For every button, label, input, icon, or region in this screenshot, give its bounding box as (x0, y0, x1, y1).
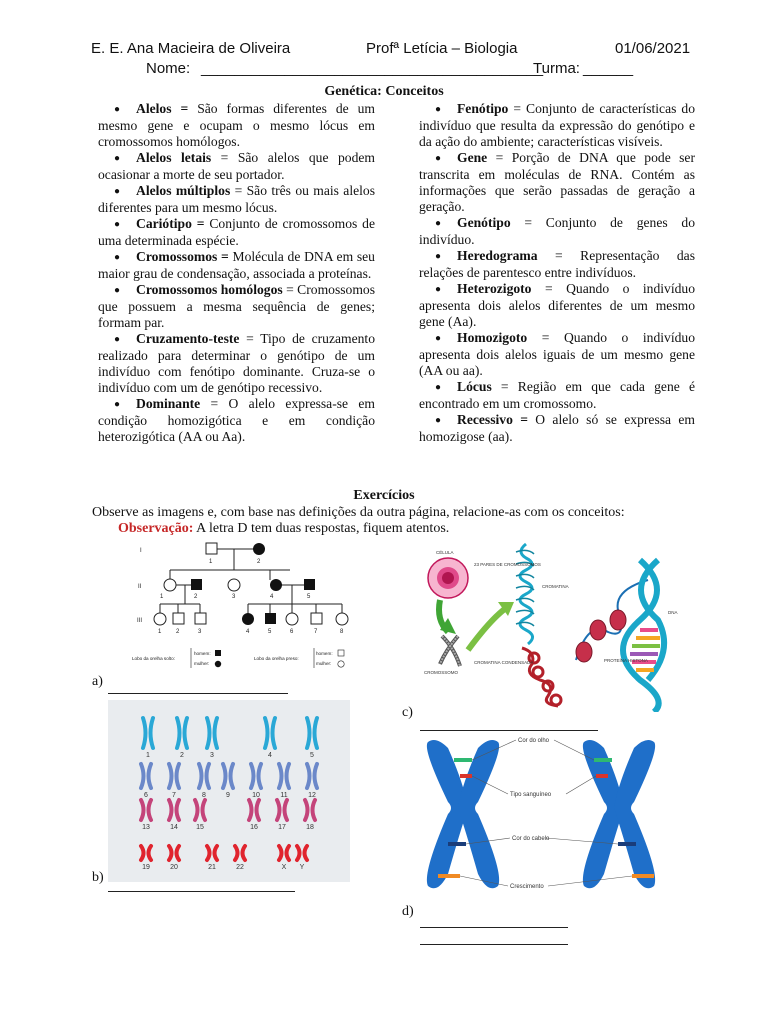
pedigree-female-III8 (336, 613, 348, 625)
karyotype-number: 21 (208, 864, 216, 871)
karyotype-number: Y (299, 864, 305, 871)
label-cor-cabelo: Cor do cabelo (512, 836, 550, 842)
label-cromatina: CROMATINA (542, 584, 569, 589)
num-III8: 8 (340, 629, 344, 635)
label-crescimento: Crescimento (510, 884, 544, 890)
karyotype-number: 5 (310, 752, 314, 759)
karyotype-number: 11 (280, 792, 288, 799)
num-II5: 5 (307, 594, 311, 600)
label-tipo-sanguineo: Tipo sanguíneo (510, 792, 552, 798)
chromosome-gene-figure (418, 734, 674, 896)
bullet-icon: ● (434, 104, 442, 115)
karyotype-number: 17 (278, 824, 286, 831)
num-III3: 3 (198, 629, 202, 635)
concept-right-item (419, 101, 695, 150)
answer-c-line[interactable] (420, 730, 598, 731)
num-III2: 2 (176, 629, 180, 635)
concept-term: Cariótipo = (136, 216, 205, 231)
gen-label-III: III (137, 618, 143, 624)
bullet-icon: ● (113, 334, 121, 345)
concepts-left-column (98, 101, 375, 445)
karyotype-number: 8 (202, 792, 206, 799)
karyotype-number: 1 (146, 752, 150, 759)
karyotype-number: 19 (142, 864, 150, 871)
num-II1: 1 (160, 594, 164, 600)
karyotype-number: 14 (170, 824, 178, 831)
legend-loose-lobe: Lobo da orelha solto: (132, 656, 175, 661)
observation-text: A letra D tem duas respostas, fiquem atentos. (193, 521, 450, 536)
concept-term: Gene (457, 150, 488, 165)
label-cromatina-condensada: CROMATINA CONDENSADA (474, 660, 534, 665)
concept-term: Heredograma (457, 248, 538, 263)
concept-right-item (419, 281, 695, 330)
concept-left-item (98, 101, 375, 150)
bullet-icon: ● (113, 219, 121, 230)
num-I1: 1 (209, 559, 213, 565)
bullet-icon: ● (113, 399, 121, 410)
karyotype-number: 2 (180, 752, 184, 759)
karyotype-number: 16 (250, 824, 258, 831)
pedigree-male-II2 (191, 579, 202, 590)
concept-left-item (98, 150, 375, 183)
dna-condensation-figure (418, 540, 680, 712)
label-pares: 23 PARES DE CROMOSSOMOS (474, 562, 541, 567)
concept-term: Alelos letais (136, 150, 212, 165)
answer-b-line[interactable] (108, 891, 295, 892)
num-III1: 1 (158, 629, 162, 635)
concepts-right-column (419, 101, 695, 445)
class-blank[interactable]: ______ (583, 60, 634, 77)
answer-d-line-2[interactable] (420, 944, 568, 945)
bullet-icon: ● (434, 415, 442, 426)
concept-left-item (98, 282, 375, 331)
concept-definition: = Cromossomos que possuem a mesma sequência de genes; formam par. (98, 282, 375, 330)
karyotype-figure (108, 700, 350, 882)
bullet-icon: ● (434, 251, 442, 262)
legend-attached-lobe: Lobo da orelha preso: (254, 656, 299, 661)
num-II2: 2 (194, 594, 198, 600)
karyotype-number: 15 (196, 824, 204, 831)
concept-definition: = Quando o indivíduo apresenta dois alelos iguais de um mesmo gene (AA ou aa). (419, 330, 695, 378)
karyotype-number: 3 (210, 752, 214, 759)
gen-label-II: II (138, 584, 142, 590)
pedigree-female-III1 (154, 613, 166, 625)
karyotype-number: 20 (170, 864, 178, 871)
concept-term: Lócus (457, 379, 492, 394)
legend-homem-2: homem: (316, 651, 333, 656)
num-III6: 6 (290, 629, 294, 635)
concept-left-item (98, 396, 375, 445)
num-I2: 2 (257, 559, 261, 565)
num-II3: 3 (232, 594, 236, 600)
concept-left-item (98, 249, 375, 282)
bullet-icon: ● (113, 186, 121, 197)
concept-term: Cromossomos homólogos (136, 282, 283, 297)
observation-label: Observação: (118, 521, 194, 536)
concept-term: Cruzamento-teste (136, 331, 240, 346)
label-cor-olho: Cor do olho (518, 738, 550, 744)
pedigree-female-II4 (270, 579, 282, 591)
exercises-title: Exercícios (353, 488, 415, 503)
pedigree-female-III4 (242, 613, 254, 625)
name-blank[interactable]: _________________________________________ (201, 60, 544, 77)
karyotype-number: 12 (308, 792, 316, 799)
page-title: Genética: Conceitos (324, 84, 444, 99)
concept-term: Heterozigoto (457, 281, 532, 296)
concept-definition: = Conjunto de genes do indivíduo. (419, 215, 695, 247)
concept-definition: = Conjunto de características do indivíduo que resulta da expressão do genótipo e da ação do ambiente; características visíveis. (419, 101, 695, 149)
pedigree-male-III7 (311, 613, 322, 624)
label-dna: DNA (668, 610, 678, 615)
karyotype-number: 9 (226, 792, 230, 799)
karyotype-number: 10 (252, 792, 260, 799)
teacher-subject: Profª Letícia – Biologia (366, 40, 518, 57)
concept-term: Cromossomos = (136, 249, 229, 264)
name-label: Nome: (146, 60, 191, 77)
bullet-icon: ● (113, 153, 121, 164)
label-celula: CÉLULA (436, 550, 454, 555)
num-III5: 5 (268, 629, 272, 635)
bullet-icon: ● (113, 252, 121, 263)
karyotype-number: 7 (172, 792, 176, 799)
concept-definition: Conjunto de cromossomos de uma determinada espécie. (98, 216, 375, 248)
num-III7: 7 (314, 629, 318, 635)
pedigree-female-I2 (253, 543, 265, 555)
pedigree-female-II3 (228, 579, 240, 591)
bullet-icon: ● (434, 382, 442, 393)
label-cromossomo: CROMOSSOMO (424, 670, 459, 675)
concept-term: Alelos = (136, 101, 189, 116)
karyotype-number: 6 (144, 792, 148, 799)
legend-homem-1: homem: (194, 651, 211, 656)
concept-definition: = Representação das relações de parentesco entre indivíduos. (419, 248, 695, 280)
bullet-icon: ● (434, 218, 442, 229)
concept-definition: São formas diferentes de um mesmo gene e ocupam o mesmo lócus em cromossomos homólogos. (98, 101, 375, 149)
answer-a-line[interactable] (108, 693, 288, 694)
pedigree-female-II1 (164, 579, 176, 591)
pedigree-female-III6 (286, 613, 298, 625)
legend-mulher-1: mulher: (194, 661, 210, 666)
concept-definition: = Porção de DNA que pode ser transcrita em moléculas de RNA. Contém as informações que serão passadas de geração a geração. (419, 150, 695, 214)
num-III4: 4 (246, 629, 250, 635)
concept-right-item (419, 150, 695, 215)
concept-definition: = Quando o indivíduo apresenta dois alelos diferentes de um mesmo gene (Aa). (419, 281, 695, 329)
concept-right-item (419, 412, 695, 445)
class-label: Turma: (533, 60, 580, 77)
karyotype-number: 22 (236, 864, 244, 871)
concept-term: Homozigoto (457, 330, 528, 345)
legend-mulher-2: mulher: (316, 661, 332, 666)
concept-definition: = São alelos que podem ocasionar a morte de seu portador. (98, 150, 375, 182)
concept-term: Genótipo (457, 215, 511, 230)
school-name: E. E. Ana Macieira de Oliveira (91, 40, 291, 57)
answer-b-label: b) (92, 870, 104, 885)
concept-left-item (98, 331, 375, 396)
pedigree-male-III3 (195, 613, 206, 624)
answer-d-line-1[interactable] (420, 927, 568, 928)
concept-term: Alelos múltiplos (136, 183, 231, 198)
karyotype-number: X (281, 864, 287, 871)
bullet-icon: ● (434, 333, 442, 344)
pedigree-male-II5 (304, 579, 315, 590)
concept-right-item (419, 248, 695, 281)
concept-term: Recessivo = (457, 412, 528, 427)
pedigree-figure (130, 538, 368, 670)
num-II4: 4 (270, 594, 274, 600)
answer-a-label: a) (92, 674, 103, 689)
concept-term: Dominante (136, 396, 201, 411)
concept-right-item (419, 215, 695, 248)
concept-definition: = São três ou mais alelos diferentes para um mesmo lócus. (98, 183, 375, 215)
gen-label-I: I (140, 548, 142, 554)
concept-left-item (98, 183, 375, 216)
pedigree-male-III2 (173, 613, 184, 624)
exercises-instruction: Observe as imagens e, com base nas definições da outra página, relacione-as com os conceitos: (92, 505, 625, 520)
concept-term: Fenótipo (457, 101, 509, 116)
concept-right-item (419, 330, 695, 379)
bullet-icon: ● (434, 153, 442, 164)
bullet-icon: ● (113, 285, 121, 296)
observation-note (118, 521, 449, 537)
concept-left-item (98, 216, 375, 249)
bullet-icon: ● (113, 104, 121, 115)
answer-d-label: d) (402, 904, 414, 919)
answer-c-label: c) (402, 705, 413, 720)
concept-definition: O alelo só se expressa em homozigose (aa). (419, 412, 695, 444)
pedigree-male-III5 (265, 613, 276, 624)
concept-definition: = Região em que cada gene é encontrado em um cromossomo. (419, 379, 695, 411)
pedigree-male-I1 (206, 543, 217, 554)
label-proteina: PROTEÍNA HISTONA (604, 658, 648, 663)
concept-definition: Molécula de DNA em seu maior grau de condensação, associada a proteínas. (98, 249, 375, 281)
karyotype-number: 18 (306, 824, 314, 831)
bullet-icon: ● (434, 284, 442, 295)
concept-definition: = O alelo expressa-se em condição homozigótica e em condição heterozigótica (AA ou Aa). (98, 396, 375, 444)
concept-definition: = Tipo de cruzamento realizado para determinar o genótipo de um indivíduo com fenótipo dominante. Cruza-se o indivíduo com um de genótipo recessivo. (98, 331, 375, 395)
date: 01/06/2021 (615, 40, 691, 57)
concept-right-item (419, 379, 695, 412)
karyotype-number: 4 (268, 752, 272, 759)
karyotype-number: 13 (142, 824, 150, 831)
